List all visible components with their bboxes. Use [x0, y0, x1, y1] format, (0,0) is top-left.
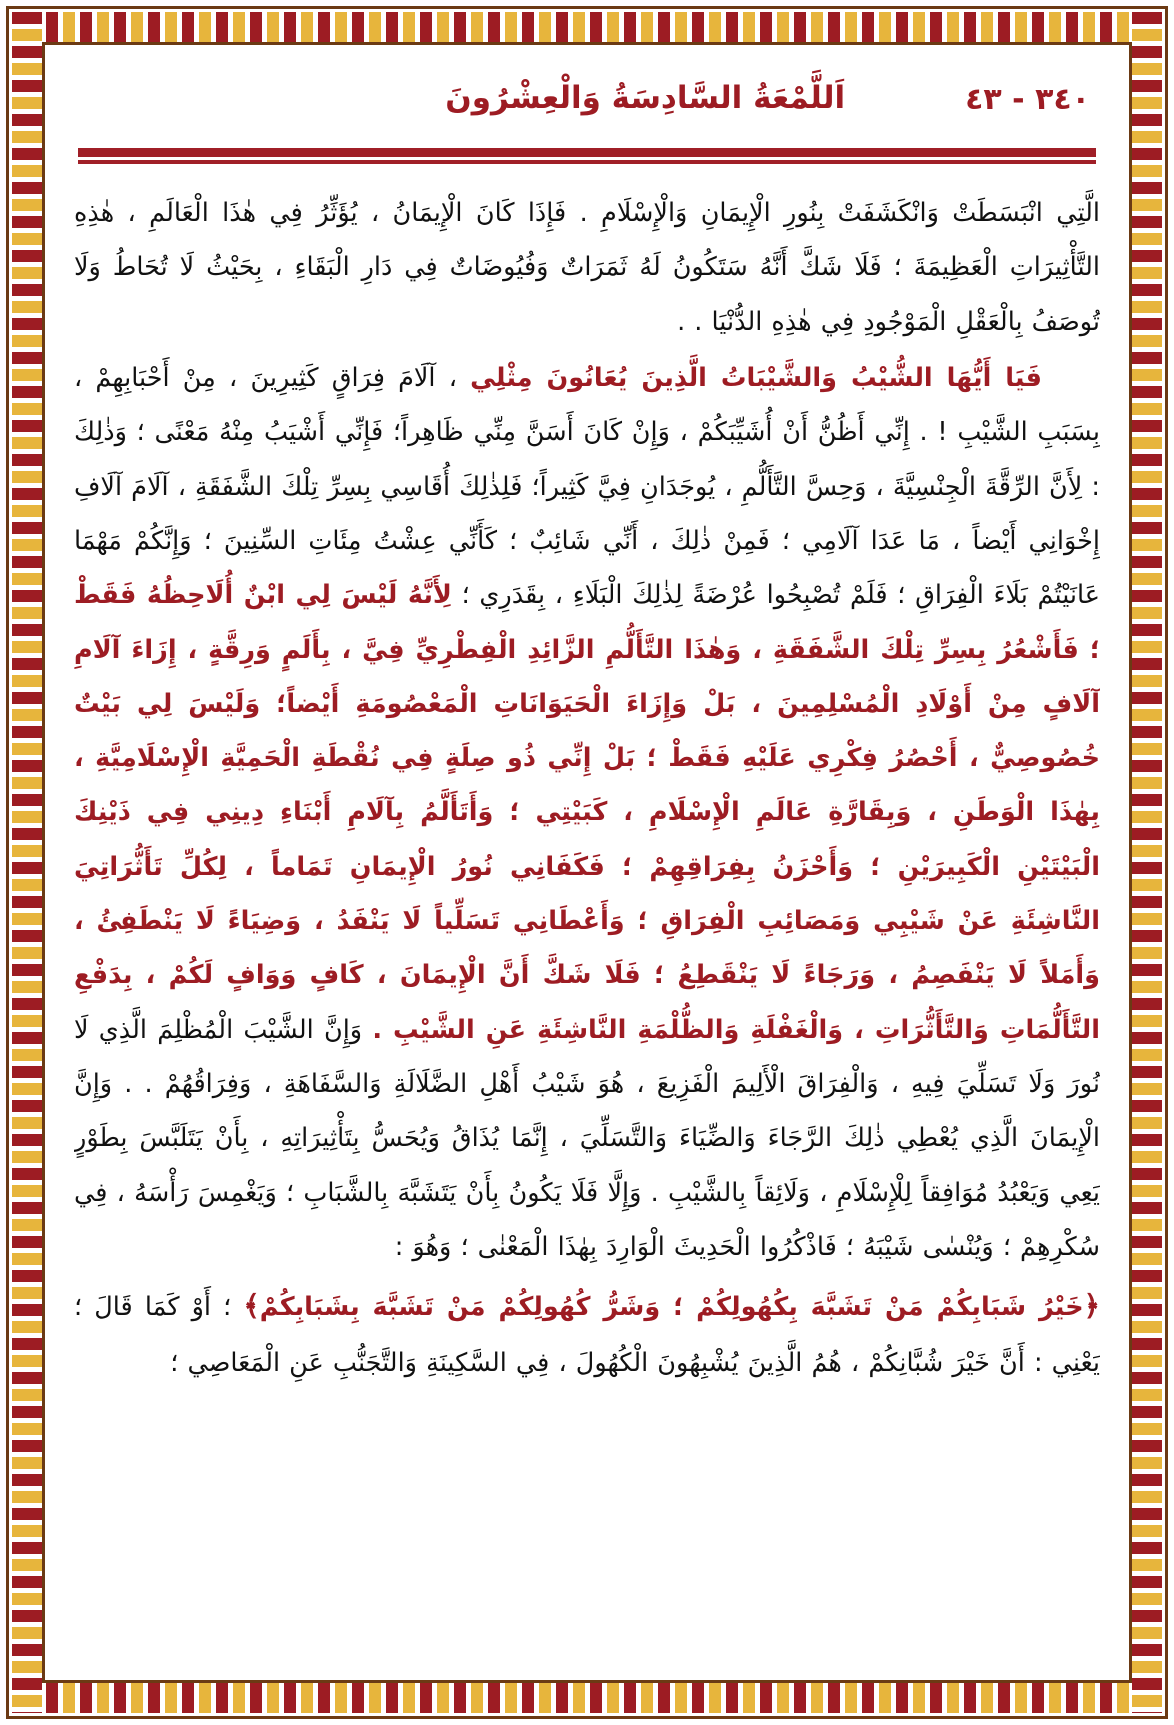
border-band-left — [12, 12, 42, 1713]
page-header — [74, 70, 1100, 142]
border-band-bottom — [12, 1683, 1162, 1713]
paragraph-2 — [74, 351, 1100, 1274]
hadith-text: خَيْرُ شَبَابِكُمْ مَنْ تَشَبَّهَ بِكُهُولِكُمْ ؛ وَشَرُّ كُهُولِكُمْ مَنْ تَشَبَّهَ بِشَبَابِكُمْ — [259, 1292, 1084, 1323]
border-band-right — [1132, 12, 1162, 1713]
paragraph-2-run-4-body: وَإِنَّ الشَّيْبَ الْمُظْلِمَ الَّذِي لَا نُورَ وَلَا تَسَلِّيَ فِيهِ ، وَالْفِرَاقَ الْأَلِيمَ الْفَزِيعَ ، هُوَ شَيْبُ أَهْلِ الضَّلَالَةِ وَالسَّفَاهَةِ ، وَفِرَاقُهُمْ . . وَإِنَّ الْإِيمَانَ الَّذِي يُعْطِي ذٰلِكَ الرَّجَاءَ وَالضِّيَاءَ وَالتَّسَلِّيَ ، إِنَّمَا يُذَاقُ وَيُحَسُّ بِتَأْثِيرَاتِهِ ، بِأَنْ يَتَلَبَّسَ بِطَوْرٍ يَعِي وَيَعْبُدُ مُوَافِقاً لِلْإِسْلَامِ ، وَلَائِقاً بِالشَّيْبِ . وَإِلَّا فَلَا يَكُونُ بِأَنْ يَتَشَبَّهَ بِالشَّبَابِ ؛ وَيَغْمِسَ رَأْسَهُ ، فِي سُكْرِهِمْ ؛ وَيُنْسٰى شَيْبَهُ ؛ فَاذْكُرُوا الْحَدِيثَ الْوَارِدَ بِهٰذَا الْمَعْنٰى ؛ وَهُوَ : — [74, 1014, 1100, 1262]
paragraph-3-commentary: ؛ أَوْ كَمَا قَالَ ؛ يَعْنِي : أَنَّ خَيْرَ شُبَّانِكُمْ ، هُمُ الَّذِينَ يُشْبِهُونَ الْكُهُولَ ، فِي السَّكِينَةِ وَالتَّجَنُّبِ عَنِ الْمَعَاصِي ؛ — [74, 1292, 1100, 1378]
page-number: ٣٤٠ - ٤٣ — [965, 82, 1090, 117]
header-divider — [78, 148, 1096, 164]
paragraph-3-hadith — [74, 1276, 1100, 1390]
hadith-bracket-close-icon: ﴾ — [243, 1289, 260, 1323]
page-content — [52, 52, 1122, 1673]
divider-line-thin — [78, 160, 1096, 164]
paragraph-1-text: الَّتِي انْبَسَطَتْ وَانْكَشَفَتْ بِنُورِ الْإِيمَانِ وَالْإِسْلَامِ . فَإِذَا كَانَ الْإِيمَانُ ، يُؤَثِّرُ فِي هٰذَا الْعَالَمِ ، هٰذِهِ التَّأْثِيرَاتِ الْعَظِيمَةَ ؛ فَلَا شَكَّ أَنَّهُ سَتَكُونُ لَهُ ثَمَرَاتٌ وَفُيُوضَاتٌ فِي دَارِ الْبَقَاءِ ، بِحَيْثُ لَا تُحَاطُ وَلَا تُوصَفُ بِالْعَقْلِ الْمَوْجُودِ فِي هٰذِهِ الدُّنْيَا . . — [74, 198, 1100, 337]
hadith-bracket-open-icon: ﴿ — [1083, 1289, 1100, 1323]
divider-line-thick — [78, 148, 1096, 157]
paragraph-2-run-2-body: ، آلَامَ فِرَاقٍ كَثِيرِينَ ، مِنْ أَحْبَابِهِمْ ، بِسَبَبِ الشَّيْبِ ! . إِنِّي أَظُنُّ أَنْ أُشَيِّبَكُمْ ، وَإِنْ كَانَ أَسَنَّ مِنِّي ظَاهِراً؛ فَإِنِّي أَشْيَبُ مِنْهُ مَعْنًى ؛ وَذٰلِكَ : لِأَنَّ الرِّقَّةَ الْجِنْسِيَّةَ ، وَحِسَّ التَّأَلُّمِ ، يُوجَدَانِ فِيَّ كَثِيراً؛ فَلِذٰلِكَ أُقَاسِي بِسِرِّ تِلْكَ الشَّفَقَةِ ، آلَامَ آلَافِ إِخْوَانِي أَيْضاً ، مَا عَدَا آلَامِي ؛ فَمِنْ ذٰلِكَ ، أَنِّي شَائِبٌ ؛ كَأَنِّي عِشْتُ مِئَاتِ السِّنِينَ ؛ وَإِنَّكُمْ مَهْمَا عَانَيْتُمْ بَلَاءَ الْفِرَاقِ ؛ فَلَمْ تُصْبِحُوا عُرْضَةً لِذٰلِكَ الْبَلَاءِ ، بِقَدَرِي ؛ — [74, 362, 1100, 611]
body-text — [74, 186, 1100, 1656]
chapter-title: اَللَّمْعَةُ السَّادِسَةُ وَالْعِشْرُونَ — [445, 80, 846, 116]
border-band-top — [12, 12, 1162, 42]
paragraph-1 — [74, 186, 1100, 349]
paragraph-2-run-3-emphasis: لِأَنَّهُ لَيْسَ لِي ابْنٌ أُلَاحِظُهُ فَقَطْ ؛ فَأَشْعُرُ بِسِرِّ تِلْكَ الشَّفَقَةِ ، وَهٰذَا التَّأَلُّمِ الزَّائِدِ الْفِطْرِيِّ فِيَّ ، بِأَلَمٍ وَرِقَّةٍ ، إِزَاءَ آلَامِ آلَافٍ مِنْ أَوْلَادِ الْمُسْلِمِينَ ، بَلْ وَإِزَاءَ الْحَيَوَانَاتِ الْمَعْصُومَةِ أَيْضاً؛ وَلَيْسَ لِي بَيْتٌ خُصُوصِيٌّ ، أَحْصُرُ فِكْرِي عَلَيْهِ فَقَطْ ؛ بَلْ إِنِّي ذُو صِلَةٍ فِي نُقْطَةِ الْحَمِيَّةِ الْإِسْلَامِيَّةِ ، بِهٰذَا الْوَطَنِ ، وَبِقَارَّةِ عَالَمِ الْإِسْلَامِ ، كَبَيْتِي ؛ وَأَتَأَلَّمُ بِآلَامِ أَبْنَاءِ دِينِي فِي ذَيْنِكَ الْبَيْتَيْنِ الْكَبِيرَيْنِ ؛ وَأَحْزَنُ بِفِرَاقِهِمْ ؛ فَكَفَانِي نُورُ الْإِيمَانِ تَمَاماً ، لِكُلِّ تَأَثُّرَاتِيَ النَّاشِئَةِ عَنْ شَيْبِي وَمَصَائِبِ الْفِرَاقِ ؛ وَأَعْطَانِي تَسَلِّياً لَا يَنْفَدُ ، وَضِيَاءً لَا يَنْطَفِئُ ، وَأَمَلاً لَا يَنْفَصِمُ ، وَرَجَاءً لَا يَنْقَطِعُ ؛ فَلَا شَكَّ أَنَّ الْإِيمَانَ ، كَافٍ وَوَافٍ لَكُمْ ، بِدَفْعِ التَّأَلُّمَاتِ وَالتَّأَثُّرَاتِ ، وَالْغَفْلَةِ وَالظُّلْمَةِ النَّاشِئَةِ عَنِ الشَّيْبِ . — [74, 580, 1100, 1045]
paragraph-2-run-1-address: فَيَا أَيُّهَا الشُّيْبُ وَالشَّيْبَاتُ الَّذِينَ يُعَانُونَ مِثْلِي — [470, 362, 1042, 393]
